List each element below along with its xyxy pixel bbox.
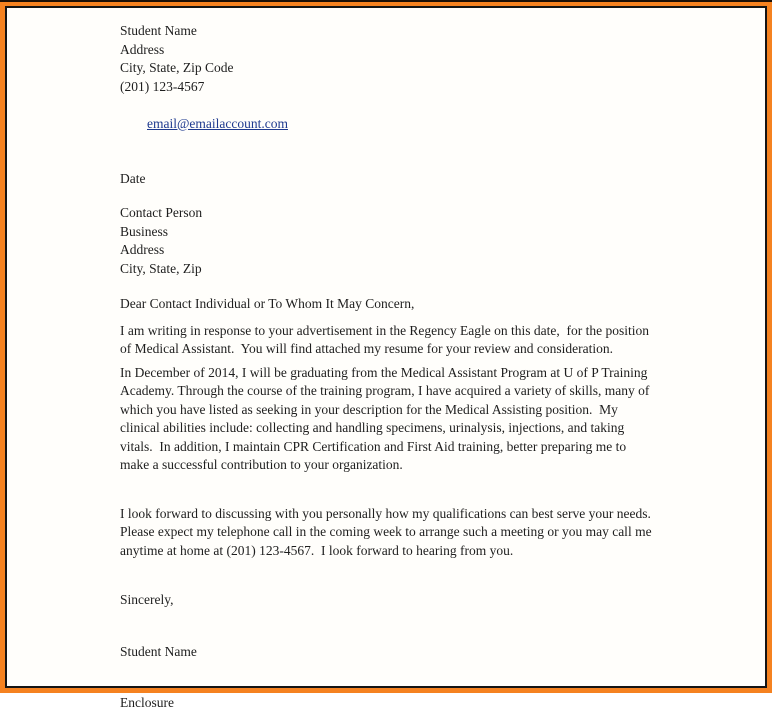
valediction: Sincerely, — [120, 592, 174, 607]
sender-address: Address — [120, 41, 165, 57]
enclosure-note: Enclosure — [120, 695, 174, 710]
body-paragraph-2: In December of 2014, I will be graduating from the Medical Assistant Program at U of P Training Academy. Through the course of the training program, I have acquired a variety of skills, many of which you have listed as seeking in your description for the Medical Assisting position. My clinical abilities include: collecting and handling specimens, urinalysis, injections, and taking vitals. In addition, I maintain CPR Certification and First Aid training, better preparing me to make a successful contribution to your organization. — [120, 364, 653, 472]
body-paragraph-3: I look forward to discussing with you personally how my qualifications can best serve your needs. Please expect my telephone call in the coming week to arrange such a meeting or you may call me anytime at home at (201) 123-4567. I look forward to hearing from you. — [120, 505, 655, 558]
recipient-business: Business — [120, 223, 169, 239]
signature-name: Student Name — [120, 643, 197, 659]
recipient-address: Address — [120, 242, 165, 257]
sender-address-block — [120, 22, 652, 152]
sender-name: Student Name — [120, 23, 197, 38]
recipient-address-block — [120, 204, 652, 278]
salutation: Dear Contact Individual or To Whom It May Concern, — [120, 296, 415, 311]
recipient-contact-person: Contact Person — [120, 205, 203, 220]
sender-phone: (201) 123-4567 — [120, 78, 205, 94]
letter-page — [5, 6, 767, 710]
recipient-city-state-zip: City, State, Zip — [120, 260, 202, 276]
date-placeholder: Date — [120, 170, 146, 186]
sender-email-link[interactable]: email@emailaccount.com — [147, 115, 288, 131]
body-paragraph-1: I am writing in response to your advertisement in the Regency Eagle on this date, for the position of Medical Assistant. You will find attached my resume for your review and consideration. — [120, 322, 653, 356]
sender-city-state-zip: City, State, Zip Code — [120, 60, 234, 75]
